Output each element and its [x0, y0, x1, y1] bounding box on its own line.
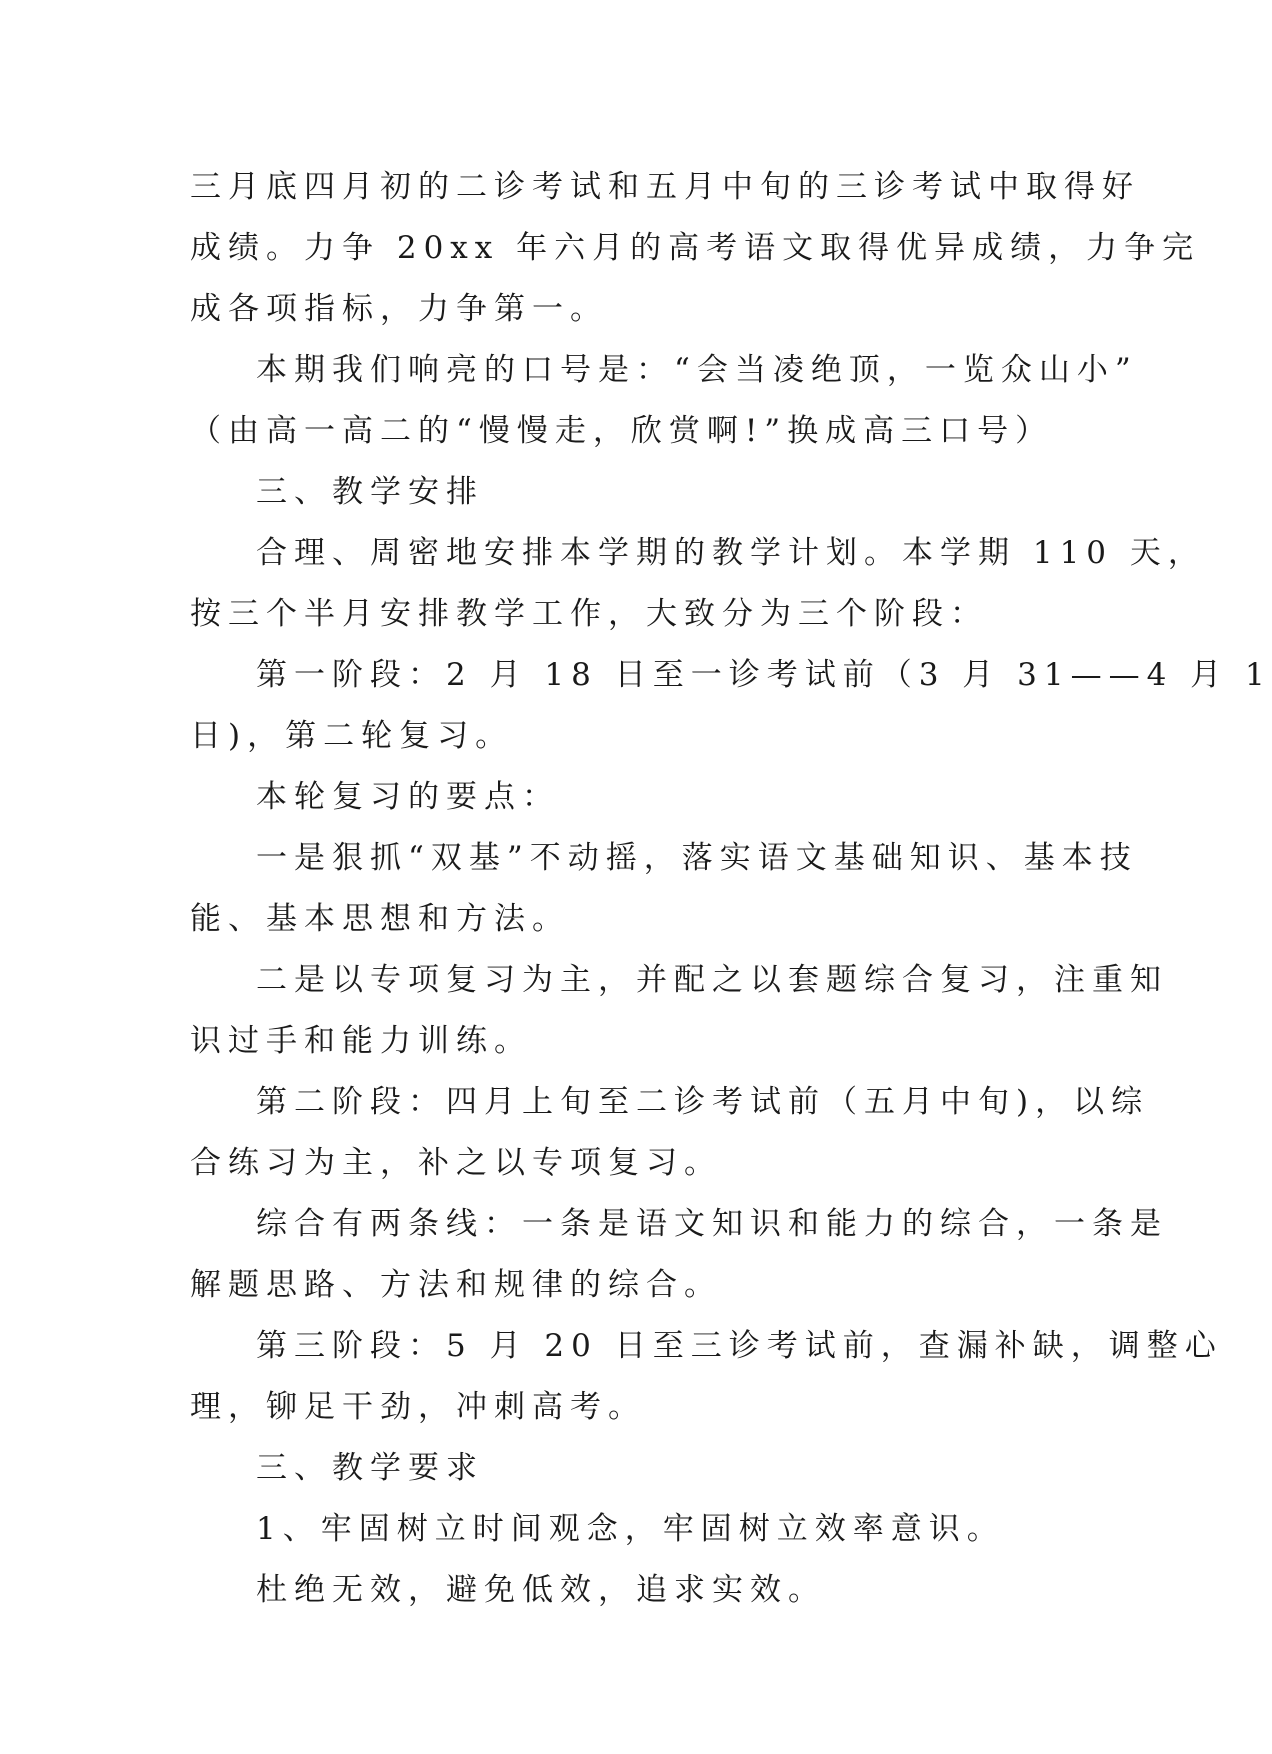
section-heading: 三、教学要求 [256, 1450, 484, 1486]
text-line: 第一阶段：2 月 18 日至一诊考试前（3 月 31——4 月 1 [256, 657, 1272, 693]
text-line: 杜绝无效，避免低效，追求实效。 [256, 1572, 826, 1608]
text-line: 能、基本思想和方法。 [190, 901, 570, 937]
text-line: 识过手和能力训练。 [190, 1023, 532, 1059]
text-line: 第二阶段：四月上旬至二诊考试前（五月中旬)，以综 [256, 1084, 1150, 1120]
text-line: 解题思路、方法和规律的综合。 [190, 1267, 722, 1303]
text-line: 一是狠抓“双基”不动摇，落实语文基础知识、基本技 [256, 840, 1138, 876]
text-line: 综合有两条线：一条是语文知识和能力的综合，一条是 [256, 1206, 1168, 1242]
text-line: 按三个半月安排教学工作，大致分为三个阶段： [190, 596, 988, 632]
text-line: 本轮复习的要点： [256, 779, 560, 815]
text-line: 合练习为主，补之以专项复习。 [190, 1145, 722, 1181]
text-line: 理，铆足干劲，冲刺高考。 [190, 1389, 646, 1425]
text-line: 成各项指标，力争第一。 [190, 291, 608, 327]
text-line: 二是以专项复习为主，并配之以套题综合复习，注重知 [256, 962, 1168, 998]
text-line: 合理、周密地安排本学期的教学计划。本学期 110 天， [256, 535, 1206, 571]
section-heading: 三、教学安排 [256, 474, 484, 510]
text-line: 日)，第二轮复习。 [190, 718, 514, 754]
document-body [190, 157, 1272, 1621]
text-line: 成绩。力争 20xx 年六月的高考语文取得优异成绩，力争完 [190, 230, 1201, 266]
text-line: 本期我们响亮的口号是：“会当凌绝顶，一览众山小” [256, 352, 1138, 388]
text-line: 三月底四月初的二诊考试和五月中旬的三诊考试中取得好 [190, 169, 1140, 205]
text-line: （由高一高二的“慢慢走，欣赏啊!”换成高三口号） [190, 413, 1054, 449]
text-line: 1、牢固树立时间观念，牢固树立效率意识。 [256, 1511, 1005, 1547]
text-line: 第三阶段：5 月 20 日至三诊考试前，查漏补缺，调整心 [256, 1328, 1223, 1364]
